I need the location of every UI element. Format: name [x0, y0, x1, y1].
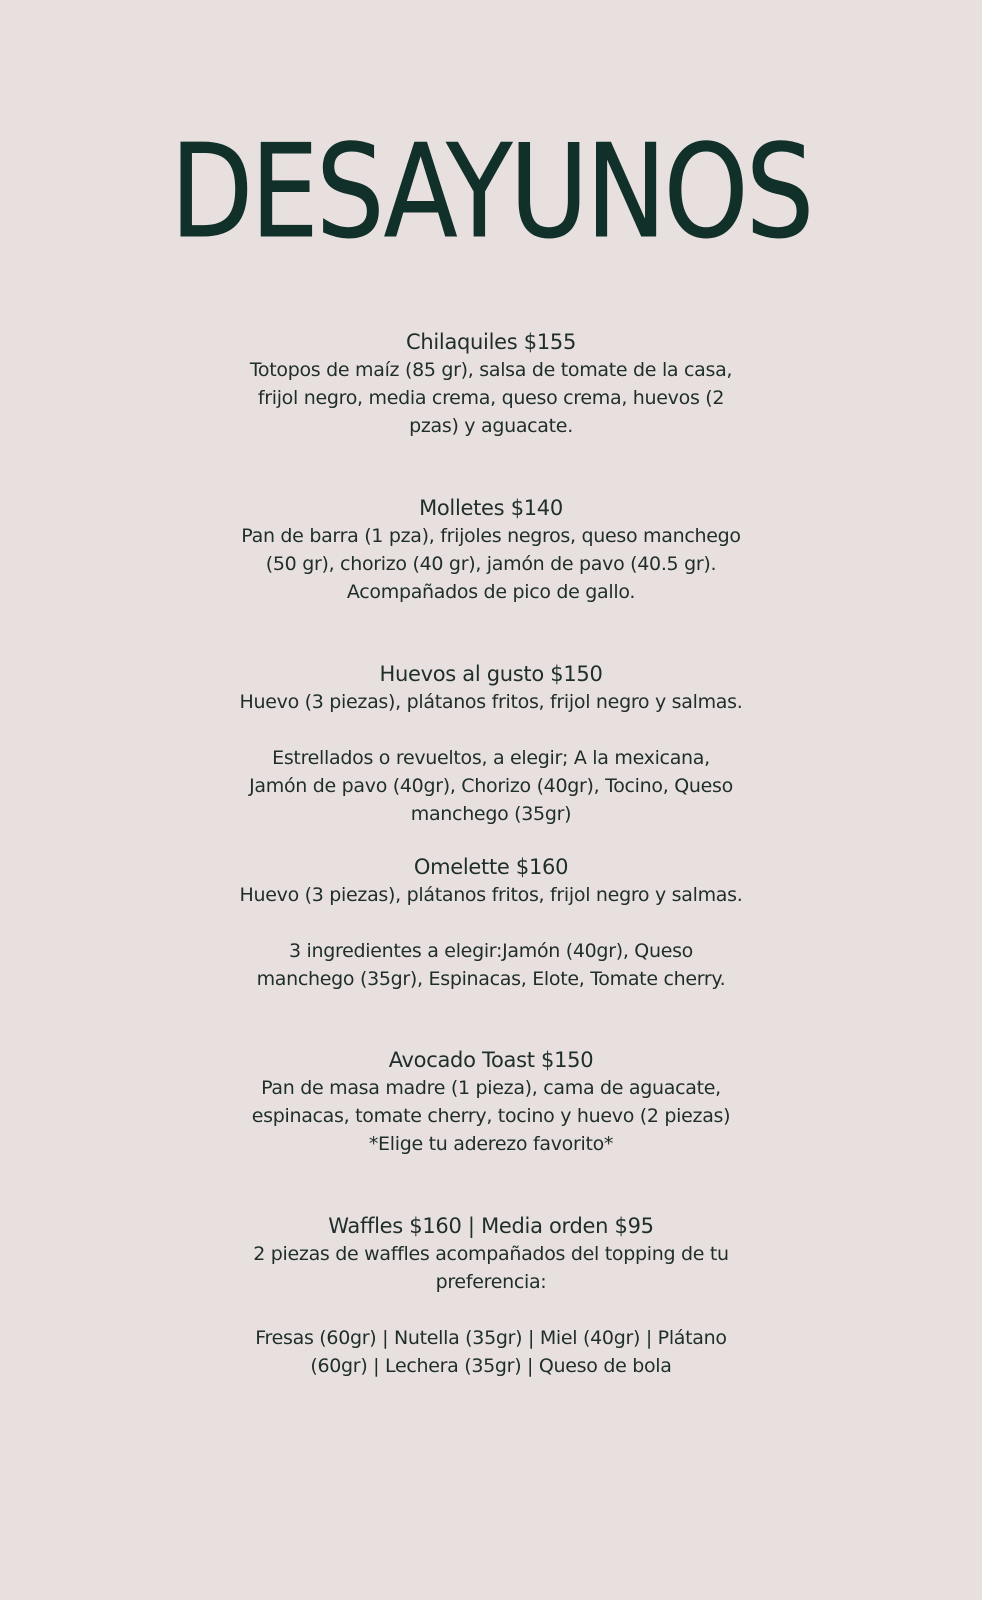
item-description: Huevo (3 piezas), plátanos fritos, frijol negro y salmas. [239, 691, 743, 713]
item-name: Chilaquiles $155 [406, 330, 576, 354]
item-description: Totopos de maíz (85 gr), salsa de tomate de la casa, frijol negro, media crema, queso crema, huevos (2 pzas) y aguacate. [249, 359, 733, 437]
menu-item-waffles [0, 1212, 982, 1380]
item-name: Molletes $140 [419, 496, 563, 520]
item-name: Waffles $160 | Media orden $95 [328, 1214, 654, 1238]
item-options: 3 ingredientes a elegir:Jamón (40gr), Queso manchego (35gr), Espinacas, Elote, Tomate cherry. [256, 940, 726, 990]
item-name: Omelette $160 [413, 855, 569, 879]
item-description: 2 piezas de waffles acompañados del topping de tu preferencia: [253, 1243, 729, 1293]
menu-item-molletes [0, 494, 982, 606]
item-description: Pan de barra (1 pza), frijoles negros, queso manchego (50 gr), chorizo (40 gr), jamón de pavo (40.5 gr). Acompañados de pico de gallo. [241, 525, 741, 603]
item-description: Huevo (3 piezas), plátanos fritos, frijol negro y salmas. [239, 884, 743, 906]
menu-item-omelette [0, 853, 982, 993]
item-name: Avocado Toast $150 [388, 1048, 594, 1072]
item-options: Fresas (60gr) | Nutella (35gr) | Miel (40gr) | Plátano (60gr) | Lechera (35gr) | Queso de bola [255, 1327, 727, 1377]
menu-item-chilaquiles [0, 328, 982, 440]
item-name: Huevos al gusto $150 [379, 662, 603, 686]
item-description: Pan de masa madre (1 pieza), cama de aguacate, espinacas, tomate cherry, tocino y huevo (2 piezas) *Elige tu aderezo favorito* [251, 1077, 731, 1155]
page-title: DESAYUNOS [170, 118, 812, 267]
menu-item-avocado-toast [0, 1046, 982, 1158]
item-options: Estrellados o revueltos, a elegir; A la mexicana, Jamón de pavo (40gr), Chorizo (40gr), Tocino, Queso manchego (35gr) [249, 747, 733, 825]
menu-item-huevos-al-gusto [0, 660, 982, 828]
